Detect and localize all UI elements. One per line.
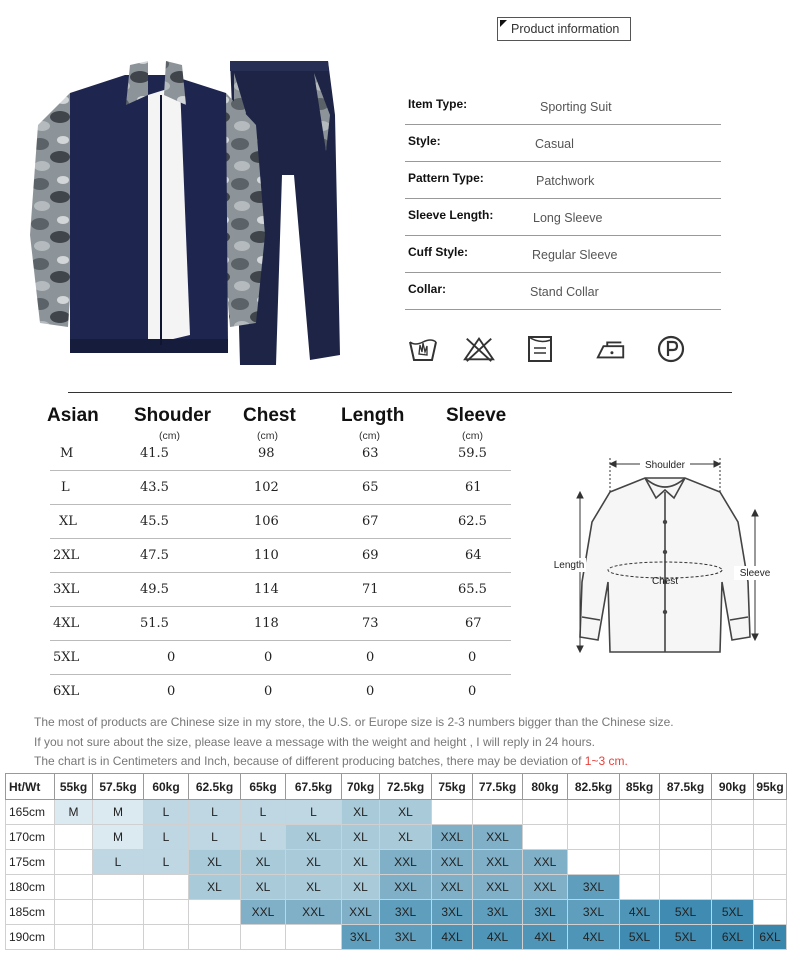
size-recommendation-cell: L	[144, 850, 189, 875]
size-recommendation-cell	[55, 850, 93, 875]
size-recommendation-cell: XXL	[432, 875, 473, 900]
dry-clean-p-icon	[655, 334, 687, 364]
size-cell: 73	[362, 616, 379, 631]
size-header-chest: Chest	[243, 405, 296, 426]
size-recommendation-cell	[55, 900, 93, 925]
size-row	[50, 471, 511, 505]
size-header-length: Length	[341, 405, 405, 426]
size-recommendation-cell	[286, 925, 342, 950]
size-cell: 0	[167, 650, 176, 665]
unit-label: (cm)	[462, 430, 483, 442]
size-recommendation-cell: M	[93, 825, 144, 850]
size-recommendation-cell: XL	[241, 850, 286, 875]
size-recommendation-cell	[712, 800, 754, 825]
size-recommendation-cell: 4XL	[568, 925, 620, 950]
size-recommendation-cell	[620, 800, 660, 825]
size-recommendation-cell: 4XL	[620, 900, 660, 925]
care-icons	[405, 334, 705, 364]
size-row	[50, 437, 511, 471]
size-recommendation-cell	[754, 875, 787, 900]
size-recommendation-cell	[144, 875, 189, 900]
size-cell: 5XL	[53, 650, 80, 665]
weight-header: 70kg	[342, 774, 380, 800]
diagram-label-chest: Chest	[651, 576, 679, 587]
corner-mark-icon	[500, 20, 507, 27]
attr-value: Long Sleeve	[533, 211, 603, 225]
product-image	[30, 55, 360, 373]
size-cell: 114	[254, 582, 279, 597]
attr-label: Item Type:	[408, 97, 468, 111]
size-recommendation-cell: L	[286, 800, 342, 825]
size-cell: 64	[465, 548, 482, 563]
diagram-label-sleeve: Sleeve	[739, 568, 771, 579]
size-recommendation-cell	[712, 850, 754, 875]
size-recommendation-cell: 5XL	[660, 925, 712, 950]
weight-header: 75kg	[432, 774, 473, 800]
size-recommendation-cell: XL	[380, 825, 432, 850]
size-cell: 62.5	[458, 514, 487, 529]
size-cell: 98	[258, 446, 275, 461]
size-recommendation-cell	[55, 875, 93, 900]
hw-row	[6, 800, 787, 825]
size-recommendation-cell	[660, 800, 712, 825]
size-recommendation-cell: XL	[286, 850, 342, 875]
height-weight-table	[5, 773, 787, 950]
product-info-header: Product information	[497, 17, 631, 41]
weight-header: 72.5kg	[380, 774, 432, 800]
size-note-2: If you not sure about the size, please leave a message with the weight and height , I will reply in 24 hours.	[34, 735, 595, 749]
size-recommendation-cell	[620, 875, 660, 900]
size-recommendation-cell: XXL	[432, 850, 473, 875]
size-recommendation-cell	[473, 800, 523, 825]
size-recommendation-cell	[55, 925, 93, 950]
size-recommendation-cell: XL	[286, 825, 342, 850]
section-divider	[68, 392, 732, 393]
size-recommendation-cell: 3XL	[380, 900, 432, 925]
size-recommendation-cell	[660, 825, 712, 850]
attr-label: Sleeve Length:	[408, 208, 494, 222]
attr-row-item-type	[405, 89, 721, 125]
hw-row	[6, 825, 787, 850]
size-recommendation-cell: 3XL	[568, 875, 620, 900]
height-label: 170cm	[6, 825, 55, 850]
size-cell: 2XL	[53, 548, 80, 563]
size-cell: 41.5	[140, 446, 169, 461]
unit-label: (cm)	[159, 430, 180, 442]
size-cell: 47.5	[140, 548, 169, 563]
size-cell: 51.5	[140, 616, 169, 631]
size-cell: 43.5	[140, 480, 169, 495]
weight-header: 57.5kg	[93, 774, 144, 800]
hw-corner-label: Ht/Wt	[6, 774, 55, 800]
size-recommendation-cell	[754, 900, 787, 925]
size-recommendation-cell	[241, 925, 286, 950]
hw-row	[6, 900, 787, 925]
size-cell: 67	[465, 616, 482, 631]
size-recommendation-cell	[568, 850, 620, 875]
no-bleach-icon	[463, 334, 495, 364]
size-cell: M	[60, 446, 74, 461]
size-recommendation-cell: L	[144, 800, 189, 825]
size-recommendation-cell: XL	[342, 825, 380, 850]
size-recommendation-cell: XL	[241, 875, 286, 900]
size-recommendation-cell: XXL	[342, 900, 380, 925]
size-recommendation-cell: 3XL	[473, 900, 523, 925]
hw-row	[6, 850, 787, 875]
size-recommendation-cell	[93, 875, 144, 900]
size-recommendation-cell: XL	[342, 875, 380, 900]
shirt-measurement-diagram	[550, 452, 780, 657]
weight-header: 60kg	[144, 774, 189, 800]
attr-label: Collar:	[408, 282, 447, 296]
size-recommendation-cell	[568, 825, 620, 850]
hand-wash-icon	[407, 334, 439, 364]
attr-value: Sporting Suit	[540, 100, 612, 114]
size-recommendation-cell	[189, 900, 241, 925]
size-recommendation-cell	[189, 925, 241, 950]
size-recommendation-cell: L	[241, 800, 286, 825]
size-row	[50, 607, 511, 641]
size-recommendation-cell	[754, 850, 787, 875]
weight-header: 82.5kg	[568, 774, 620, 800]
size-recommendation-cell: XXL	[473, 825, 523, 850]
size-recommendation-cell: L	[189, 800, 241, 825]
height-label: 190cm	[6, 925, 55, 950]
size-recommendation-cell: 6XL	[754, 925, 787, 950]
size-header-sleeve: Sleeve	[446, 405, 507, 426]
size-recommendation-cell: 5XL	[660, 900, 712, 925]
size-row	[50, 573, 511, 607]
size-cell: 4XL	[53, 616, 80, 631]
attr-row-style	[405, 126, 721, 162]
size-recommendation-cell: XL	[189, 875, 241, 900]
size-cell: 71	[362, 582, 379, 597]
iron-icon	[595, 334, 627, 364]
size-cell: 0	[468, 650, 477, 665]
diagram-label-shoulder: Shoulder	[644, 460, 686, 471]
attr-value: Stand Collar	[530, 285, 599, 299]
size-recommendation-cell	[523, 800, 568, 825]
attr-label: Cuff Style:	[408, 245, 468, 259]
unit-label: (cm)	[257, 430, 278, 442]
attr-row-collar	[405, 274, 721, 310]
size-recommendation-cell	[144, 925, 189, 950]
size-recommendation-cell	[93, 900, 144, 925]
size-recommendation-cell: XXL	[432, 825, 473, 850]
size-cell: 102	[254, 480, 279, 495]
size-cell: 6XL	[53, 684, 80, 699]
size-cell: 63	[362, 446, 379, 461]
size-recommendation-cell: XXL	[286, 900, 342, 925]
size-row	[50, 641, 511, 675]
hw-row	[6, 875, 787, 900]
size-recommendation-cell: 3XL	[342, 925, 380, 950]
size-cell: 65.5	[458, 582, 487, 597]
size-recommendation-cell: XXL	[523, 850, 568, 875]
size-cell: 67	[362, 514, 379, 529]
size-cell: 3XL	[53, 582, 80, 597]
size-recommendation-cell	[144, 900, 189, 925]
hw-row	[6, 925, 787, 950]
weight-header: 80kg	[523, 774, 568, 800]
size-recommendation-cell	[93, 925, 144, 950]
size-recommendation-cell: 6XL	[712, 925, 754, 950]
size-recommendation-cell: L	[93, 850, 144, 875]
attr-row-sleeve-length	[405, 200, 721, 236]
size-recommendation-cell: L	[144, 825, 189, 850]
weight-header: 67.5kg	[286, 774, 342, 800]
size-recommendation-cell: 3XL	[432, 900, 473, 925]
size-recommendation-cell: XXL	[473, 875, 523, 900]
weight-header: 62.5kg	[189, 774, 241, 800]
height-label: 185cm	[6, 900, 55, 925]
height-label: 165cm	[6, 800, 55, 825]
size-recommendation-cell	[660, 875, 712, 900]
size-header-shoulder: Shouder	[134, 405, 212, 426]
size-recommendation-cell: L	[189, 825, 241, 850]
size-recommendation-cell	[660, 850, 712, 875]
size-recommendation-cell: XL	[380, 800, 432, 825]
size-note-3	[34, 754, 628, 768]
size-recommendation-cell: XXL	[241, 900, 286, 925]
attr-value: Regular Sleeve	[532, 248, 618, 262]
size-recommendation-cell: XXL	[473, 850, 523, 875]
tumble-dry-icon	[525, 334, 557, 364]
size-cell: 0	[264, 650, 273, 665]
size-recommendation-cell: 4XL	[473, 925, 523, 950]
height-label: 175cm	[6, 850, 55, 875]
size-cell: XL	[59, 514, 77, 529]
size-cell: 0	[366, 684, 375, 699]
size-recommendation-cell: M	[93, 800, 144, 825]
size-cell: 61	[465, 480, 482, 495]
attr-label: Pattern Type:	[408, 171, 484, 185]
weight-header: 77.5kg	[473, 774, 523, 800]
size-header-asian: Asian	[47, 405, 99, 426]
size-cell: 110	[254, 548, 279, 563]
size-recommendation-cell: XL	[342, 800, 380, 825]
weight-header: 65kg	[241, 774, 286, 800]
attr-row-cuff-style	[405, 237, 721, 273]
unit-label: (cm)	[359, 430, 380, 442]
size-recommendation-cell: 4XL	[432, 925, 473, 950]
weight-header: 55kg	[55, 774, 93, 800]
size-recommendation-cell: XXL	[380, 875, 432, 900]
size-cell: 0	[468, 684, 477, 699]
weight-header: 90kg	[712, 774, 754, 800]
size-cell: L	[61, 480, 70, 495]
size-recommendation-cell: XL	[189, 850, 241, 875]
attr-label: Style:	[408, 134, 441, 148]
diagram-label-length: Length	[553, 560, 585, 571]
size-recommendation-cell	[620, 825, 660, 850]
hw-header-row	[6, 774, 787, 800]
weight-header: 95kg	[754, 774, 787, 800]
size-cell: 0	[167, 684, 176, 699]
size-recommendation-cell	[568, 800, 620, 825]
size-recommendation-cell: 3XL	[568, 900, 620, 925]
weight-header: 85kg	[620, 774, 660, 800]
size-recommendation-cell	[712, 875, 754, 900]
size-cell: 0	[366, 650, 375, 665]
size-cell: 49.5	[140, 582, 169, 597]
size-row	[50, 675, 511, 709]
size-recommendation-cell	[55, 825, 93, 850]
size-note-3-text: The chart is in Centimeters and Inch, because of different producing batches, there may be deviation of	[34, 754, 585, 768]
size-cell: 0	[264, 684, 273, 699]
size-recommendation-cell	[620, 850, 660, 875]
size-recommendation-cell	[712, 825, 754, 850]
size-cell: 118	[254, 616, 279, 631]
size-recommendation-cell: L	[241, 825, 286, 850]
size-recommendation-cell: 3XL	[523, 900, 568, 925]
size-note-1: The most of products are Chinese size in my store, the U.S. or Europe size is 2-3 numbers bigger than the Chinese size.	[34, 715, 674, 729]
deviation-highlight: 1~3 cm.	[584, 754, 628, 768]
size-recommendation-cell: M	[55, 800, 93, 825]
weight-header: 87.5kg	[660, 774, 712, 800]
size-row	[50, 505, 511, 539]
size-recommendation-cell: 5XL	[620, 925, 660, 950]
size-cell: 45.5	[140, 514, 169, 529]
size-recommendation-cell	[754, 825, 787, 850]
height-label: 180cm	[6, 875, 55, 900]
size-recommendation-cell: XL	[342, 850, 380, 875]
attr-row-pattern-type	[405, 163, 721, 199]
size-cell: 106	[254, 514, 279, 529]
attr-value: Casual	[535, 137, 574, 151]
size-cell: 69	[362, 548, 379, 563]
size-recommendation-cell	[754, 800, 787, 825]
size-recommendation-cell: XXL	[523, 875, 568, 900]
size-recommendation-cell: XL	[286, 875, 342, 900]
size-recommendation-cell	[523, 825, 568, 850]
attr-value: Patchwork	[536, 174, 595, 188]
size-cell: 65	[362, 480, 379, 495]
size-cell: 59.5	[458, 446, 487, 461]
size-recommendation-cell: 5XL	[712, 900, 754, 925]
size-recommendation-cell	[432, 800, 473, 825]
size-row	[50, 539, 511, 573]
size-recommendation-cell: XXL	[380, 850, 432, 875]
size-recommendation-cell: 3XL	[380, 925, 432, 950]
size-recommendation-cell: 4XL	[523, 925, 568, 950]
